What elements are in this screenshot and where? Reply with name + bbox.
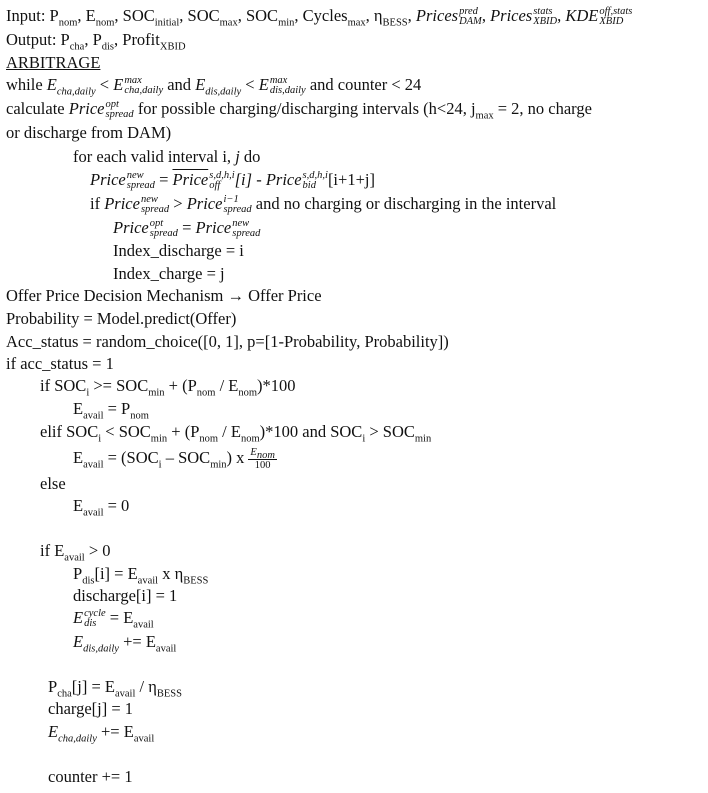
edis-daily-line: $E_{dis,daily} += E_{avail}$	[73, 632, 177, 655]
price-opt-line: Price opt spread = Price new spread	[113, 218, 261, 240]
discharge-line: discharge[i] = 1	[73, 586, 178, 605]
pdis-line: $P_{dis}[i] = E_{avail}$ x $\eta_{BESS}$	[73, 564, 209, 587]
probability-line: Probability = Model.predict(Offer)	[6, 309, 237, 328]
calculate-line: calculate Price opt spread for possible charging/discharging intervals (h<24, $j_{max} = 2$, no charge	[6, 99, 592, 122]
calculate-line-cont: or discharge from DAM)	[6, 123, 172, 142]
eavail-pnom-line: $E_{avail} = P_{nom}$	[73, 399, 149, 422]
for-line: for each valid interval i, j do	[73, 147, 261, 166]
counter-line: counter += 1	[48, 767, 133, 786]
fraction-enom-100: $\frac{E_{nom}}{100}$	[250, 446, 275, 471]
eavail-zero-line: $E_{avail} = 0$	[73, 496, 130, 519]
charge-line: charge[j] = 1	[48, 699, 134, 718]
if-soc-line: if $SOC_i >= SOC_{min} + (P_{nom} / E_{nom})*100$	[40, 376, 296, 399]
eavail-soc-line: $E_{avail} = (SOC_i - SOC_{min})$ x $\frac{E_{nom}}{100}$	[73, 446, 275, 471]
if-acc-line: if acc_status = 1	[6, 354, 114, 373]
pcha-line: $P_{cha}[j] = E_{avail} / \eta_{BESS}$	[48, 677, 182, 700]
price-new-line: Price new spread = Price s,d,h,i off [i] - Price s,d,h,i bid [i+1+j]	[90, 170, 375, 192]
index-charge-line: Index_charge = j	[113, 264, 225, 283]
output-line: Output: $P_{cha}$, $P_{dis}$, Profit$_{XBID}$	[6, 30, 186, 53]
if-eavail-line: if $E_{avail} > 0$	[40, 541, 111, 564]
section-title: ARBITRAGE	[6, 53, 101, 72]
else-line: else	[40, 474, 66, 493]
acc-status-line: Acc_status = random_choice([0, 1], p=[1-Probability, Probability])	[6, 332, 449, 351]
edis-cycle-line: E cycle dis = $E_{avail}$	[73, 608, 154, 631]
elif-soc-line: elif $SOC_i < SOC_{min} + (P_{nom} / E_{nom})*100$ and $SOC_i > SOC_{min}$	[40, 422, 432, 445]
index-discharge-line: Index_discharge = i	[113, 241, 244, 260]
echa-daily-line: $E_{cha,daily} += E_{avail}$	[48, 722, 155, 745]
if-spread-line: if Price new spread > Price i−1 spread and no charging or discharging in the interval	[90, 194, 557, 216]
input-line: Input: $P_{nom}$, $E_{nom}$, $SOC_{initial}$, $SOC_{max}$, $SOC_{min}$, Cycles$_{max}$, $\eta_{BESS}$, Prices pred DAM , Prices stats XBID , KDE off,stats XBID	[6, 6, 633, 29]
while-line: while $E_{cha,daily} < E$ max cha,daily and $E_{dis,daily} < E$ max dis,daily and counter < 24	[6, 75, 422, 98]
offer-price-line: Offer Price Decision Mechanism → Offer Price	[6, 286, 322, 305]
